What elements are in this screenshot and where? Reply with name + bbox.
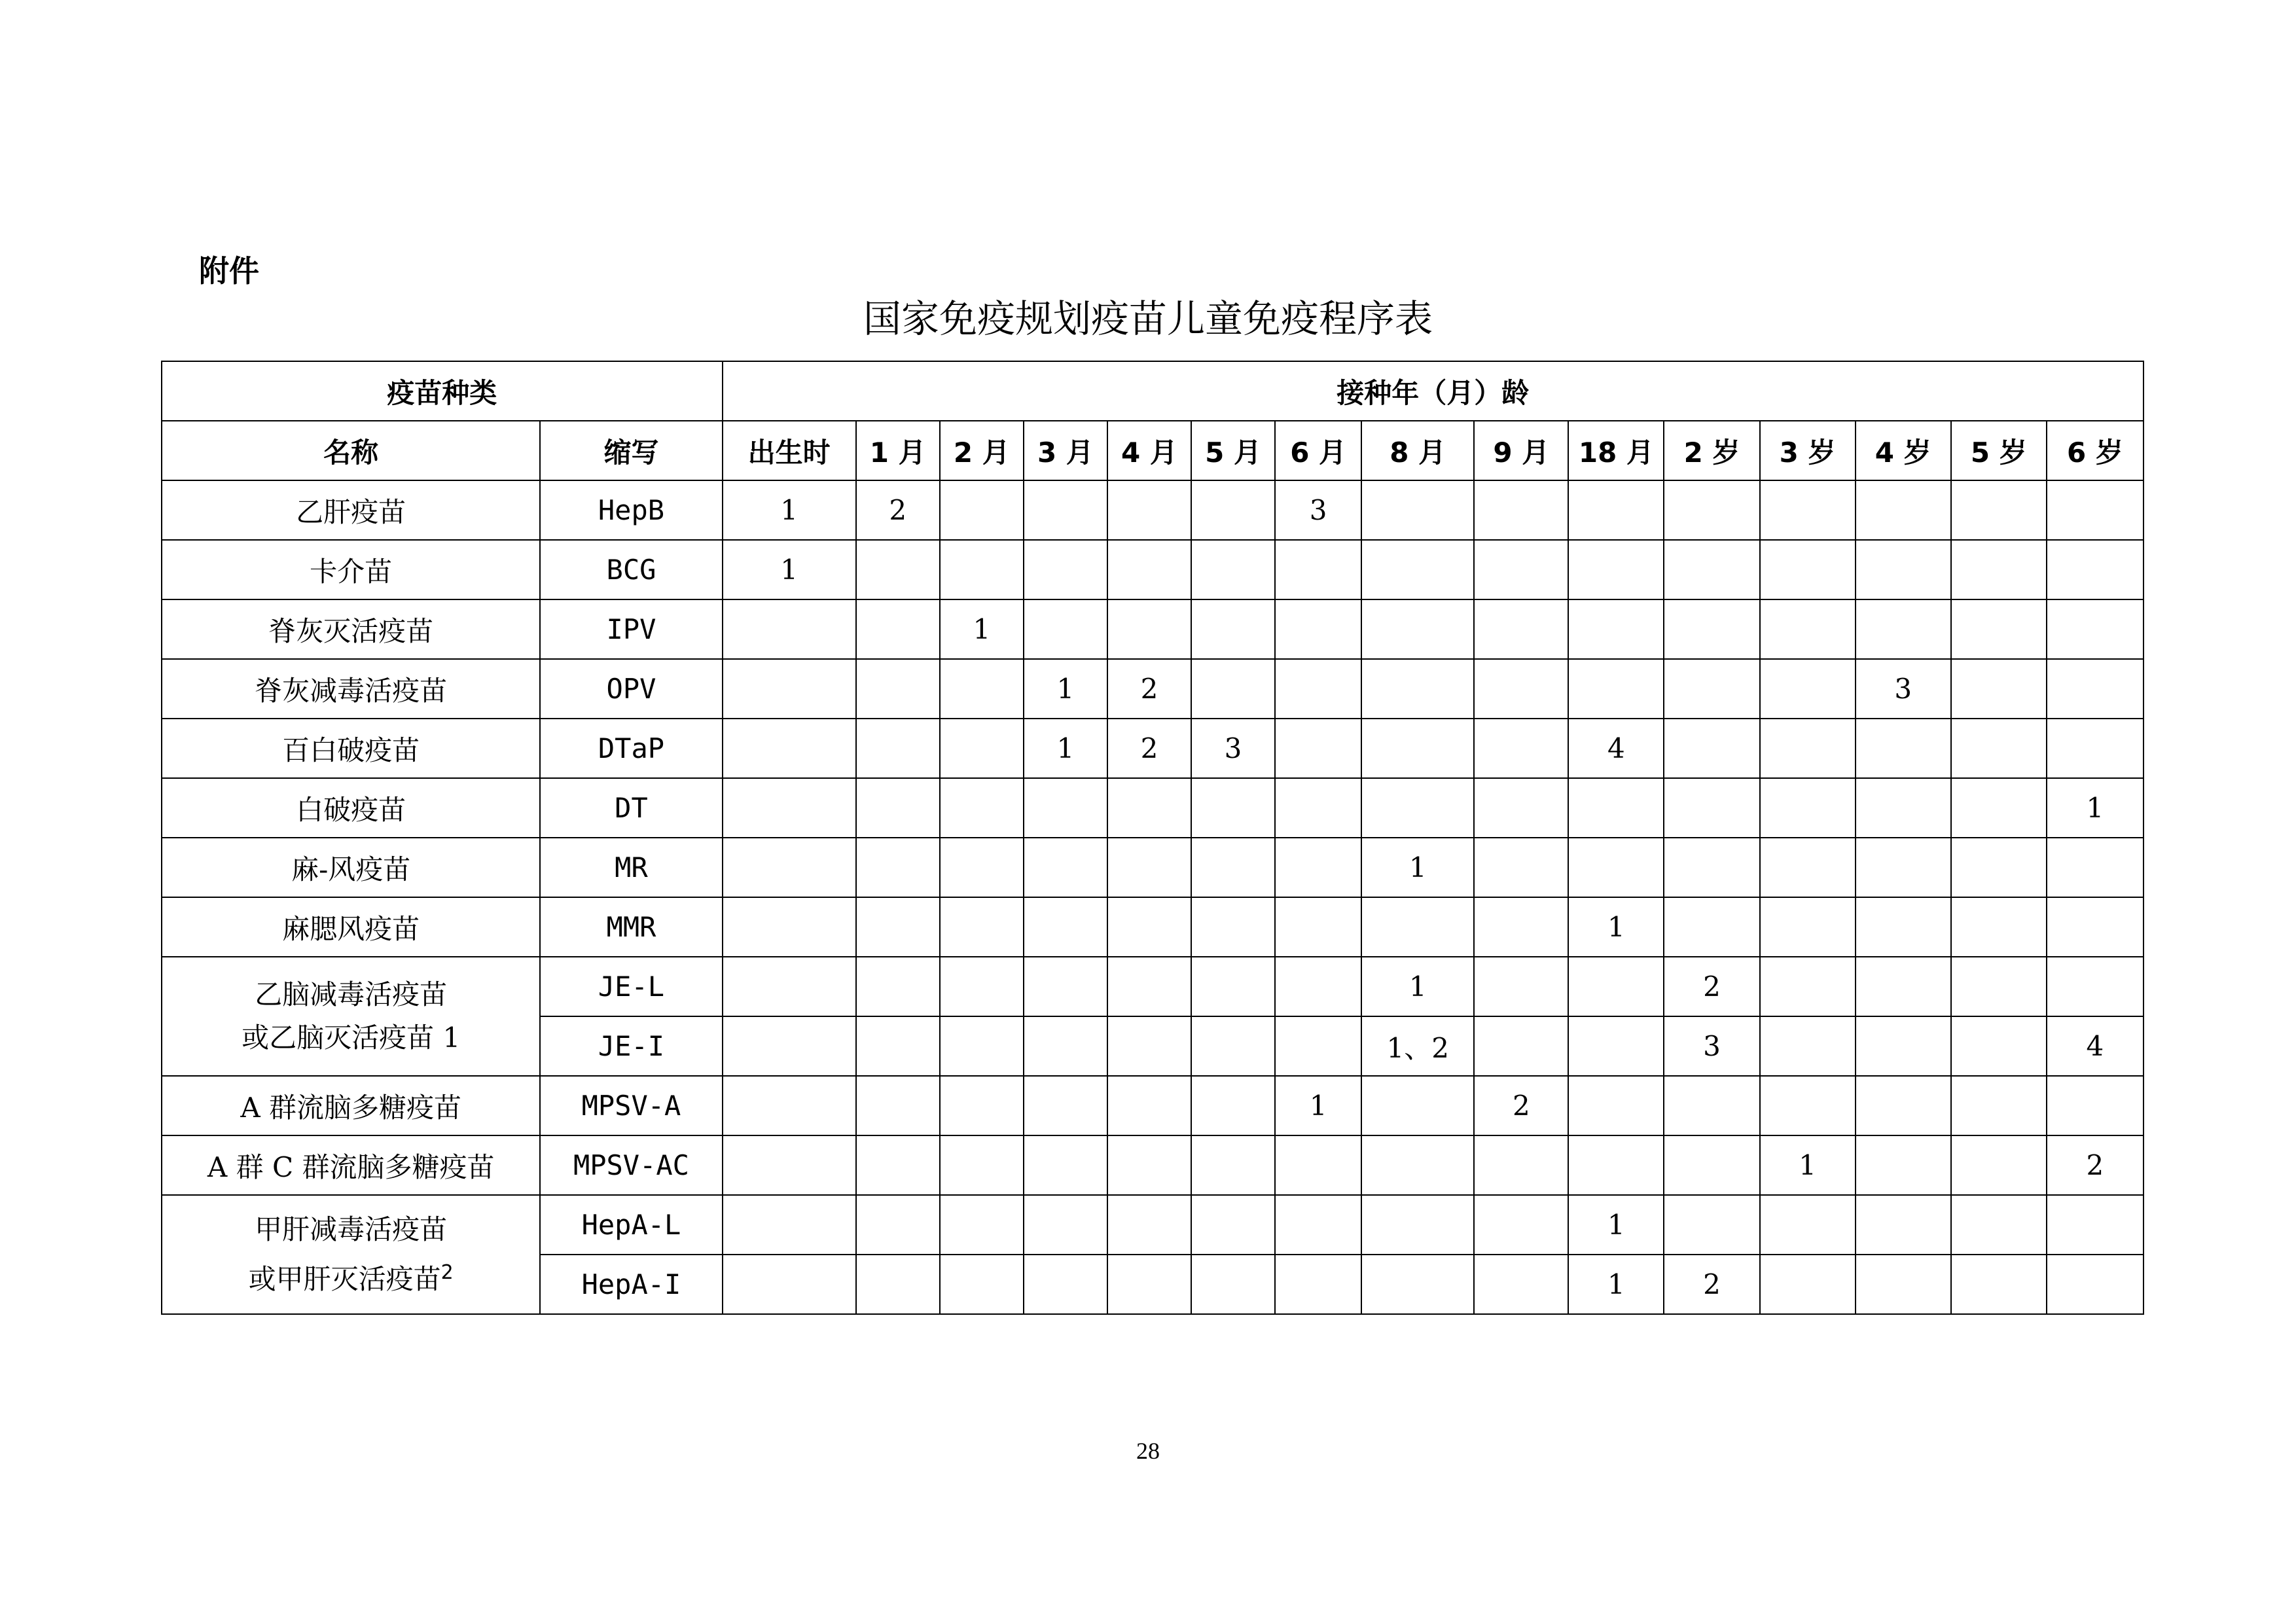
dose-cell: 2 (1107, 659, 1191, 719)
dose-cell (1024, 599, 1107, 659)
dose-cell (1951, 778, 2047, 838)
dose-cell: 3 (1191, 719, 1275, 778)
dose-cell (856, 897, 940, 957)
dose-cell (940, 540, 1024, 599)
dose-cell (1951, 838, 2047, 897)
dose-cell (1760, 778, 1856, 838)
dose-cell (2047, 659, 2144, 719)
dose-cell (1568, 1016, 1664, 1076)
dose-cell (1760, 540, 1856, 599)
dose-cell (940, 1016, 1024, 1076)
dose-cell (1951, 719, 2047, 778)
dose-cell (1856, 1016, 1951, 1076)
dose-cell (1856, 957, 1951, 1016)
dose-cell (1951, 1135, 2047, 1195)
dose-cell (1024, 838, 1107, 897)
dose-cell: 1 (1024, 719, 1107, 778)
dose-cell (1664, 719, 1759, 778)
dose-cell (1361, 778, 1474, 838)
header-age-col: 6 月 (1275, 421, 1361, 480)
dose-cell: 1 (1568, 1195, 1664, 1255)
vaccine-name: 麻腮风疫苗 (162, 897, 540, 957)
dose-cell (940, 1076, 1024, 1135)
header-row-1 (162, 361, 2144, 421)
table-row (162, 1195, 2144, 1255)
dose-cell (1760, 957, 1856, 1016)
dose-cell (856, 1016, 940, 1076)
dose-cell (856, 838, 940, 897)
dose-cell (1474, 778, 1568, 838)
dose-cell (1856, 1255, 1951, 1314)
table-row (162, 957, 2144, 1016)
dose-cell (856, 599, 940, 659)
dose-cell: 2 (2047, 1135, 2144, 1195)
table-row (162, 1135, 2144, 1195)
dose-cell (1107, 838, 1191, 897)
dose-cell (1107, 897, 1191, 957)
dose-cell (1951, 540, 2047, 599)
vaccine-abbr: MMR (540, 897, 722, 957)
dose-cell (1474, 599, 1568, 659)
dose-cell (1275, 659, 1361, 719)
dose-cell (1191, 599, 1275, 659)
dose-cell (1024, 1076, 1107, 1135)
dose-cell (1568, 599, 1664, 659)
dose-cell (1474, 540, 1568, 599)
dose-cell (1275, 1016, 1361, 1076)
dose-cell (940, 897, 1024, 957)
je-name-line2: 或乙脑灭活疫苗 1 (242, 1022, 461, 1054)
dose-cell (856, 1255, 940, 1314)
table-row (162, 1076, 2144, 1135)
dose-cell (1024, 480, 1107, 540)
dose-cell (1568, 1135, 1664, 1195)
header-age-col: 2 月 (940, 421, 1024, 480)
dose-cell (1760, 1195, 1856, 1255)
dose-cell (1474, 719, 1568, 778)
header-age-col: 9 月 (1474, 421, 1568, 480)
vaccine-name: 白破疫苗 (162, 778, 540, 838)
dose-cell (1191, 778, 1275, 838)
table-row (162, 480, 2144, 540)
dose-cell (1568, 540, 1664, 599)
annex-label: 附件 (199, 253, 259, 289)
dose-cell (1856, 1195, 1951, 1255)
dose-cell (1361, 1255, 1474, 1314)
dose-cell (1760, 838, 1856, 897)
dose-cell (1024, 1016, 1107, 1076)
dose-cell (723, 1135, 856, 1195)
dose-cell (1760, 599, 1856, 659)
dose-cell: 1 (1024, 659, 1107, 719)
dose-cell (1275, 1255, 1361, 1314)
dose-cell (723, 957, 856, 1016)
dose-cell: 2 (856, 480, 940, 540)
dose-cell (1664, 540, 1759, 599)
header-age-col: 4 岁 (1856, 421, 1951, 480)
dose-cell (723, 897, 856, 957)
header-age-col: 4 月 (1107, 421, 1191, 480)
dose-cell (856, 957, 940, 1016)
dose-cell (1107, 778, 1191, 838)
vaccine-abbr: HepB (540, 480, 722, 540)
dose-cell (723, 1076, 856, 1135)
dose-cell (1474, 897, 1568, 957)
vaccine-name: 脊灰灭活疫苗 (162, 599, 540, 659)
dose-cell (1568, 1076, 1664, 1135)
dose-cell (1664, 480, 1759, 540)
dose-cell (2047, 957, 2144, 1016)
vaccine-abbr: OPV (540, 659, 722, 719)
dose-cell (1275, 957, 1361, 1016)
dose-cell (2047, 897, 2144, 957)
dose-cell (1856, 838, 1951, 897)
dose-cell (1107, 599, 1191, 659)
dose-cell (1664, 1076, 1759, 1135)
dose-cell (940, 838, 1024, 897)
dose-cell (1664, 838, 1759, 897)
dose-cell (1951, 897, 2047, 957)
vaccine-abbr: MPSV-AC (540, 1135, 722, 1195)
dose-cell (1361, 1076, 1474, 1135)
dose-cell: 3 (1664, 1016, 1759, 1076)
vaccine-abbr: JE-L (540, 957, 722, 1016)
dose-cell: 1 (1361, 957, 1474, 1016)
dose-cell (1951, 480, 2047, 540)
dose-cell (1474, 838, 1568, 897)
dose-cell (1856, 1135, 1951, 1195)
dose-cell (1474, 957, 1568, 1016)
footnote-marker: 2 (440, 1261, 454, 1284)
dose-cell (1760, 659, 1856, 719)
dose-cell (1474, 1195, 1568, 1255)
dose-cell: 1 (723, 540, 856, 599)
dose-cell (1664, 1195, 1759, 1255)
dose-cell (1664, 599, 1759, 659)
dose-cell (1275, 897, 1361, 957)
dose-cell (1024, 897, 1107, 957)
dose-cell (1951, 957, 2047, 1016)
dose-cell (1275, 719, 1361, 778)
dose-cell (1760, 480, 1856, 540)
dose-cell (1361, 897, 1474, 957)
dose-cell (1275, 599, 1361, 659)
vaccine-abbr: JE-I (540, 1016, 722, 1076)
hepa-name-line2 (162, 1251, 539, 1301)
dose-cell (1856, 540, 1951, 599)
dose-cell (1191, 1195, 1275, 1255)
dose-cell (723, 1195, 856, 1255)
table-row (162, 540, 2144, 599)
dose-cell: 2 (1107, 719, 1191, 778)
dose-cell (1024, 1135, 1107, 1195)
dose-cell (723, 1016, 856, 1076)
dose-cell (1024, 1195, 1107, 1255)
dose-cell: 1 (1275, 1076, 1361, 1135)
vaccine-abbr: HepA-I (540, 1255, 722, 1314)
dose-cell (1664, 659, 1759, 719)
dose-cell (2047, 1195, 2144, 1255)
page-title: 国家免疫规划疫苗儿童免疫程序表 (863, 296, 1433, 341)
dose-cell: 1、2 (1361, 1016, 1474, 1076)
dose-cell (1275, 1195, 1361, 1255)
vaccine-name-je (162, 957, 540, 1076)
header-age-col: 3 岁 (1760, 421, 1856, 480)
dose-cell (1107, 480, 1191, 540)
table-row (162, 599, 2144, 659)
dose-cell (940, 1195, 1024, 1255)
dose-cell (1361, 540, 1474, 599)
dose-cell: 2 (1664, 957, 1759, 1016)
dose-cell (1951, 1195, 2047, 1255)
vaccine-name: A 群 C 群流脑多糖疫苗 (162, 1135, 540, 1195)
dose-cell (1474, 1135, 1568, 1195)
vaccine-name: 卡介苗 (162, 540, 540, 599)
vaccine-abbr: MR (540, 838, 722, 897)
dose-cell: 1 (1361, 838, 1474, 897)
dose-cell (1191, 1076, 1275, 1135)
dose-cell (2047, 1076, 2144, 1135)
table-row (162, 897, 2144, 957)
dose-cell: 2 (1474, 1076, 1568, 1135)
dose-cell (723, 719, 856, 778)
dose-cell (1951, 1255, 2047, 1314)
dose-cell (723, 778, 856, 838)
vaccine-name-hepa (162, 1195, 540, 1314)
dose-cell (1024, 778, 1107, 838)
dose-cell (856, 719, 940, 778)
dose-cell (1024, 1255, 1107, 1314)
header-age-col: 出生时 (723, 421, 856, 480)
header-age-col: 18 月 (1568, 421, 1664, 480)
dose-cell (2047, 719, 2144, 778)
dose-cell (856, 778, 940, 838)
header-age-col: 1 月 (856, 421, 940, 480)
dose-cell (1856, 897, 1951, 957)
header-abbr: 缩写 (540, 421, 722, 480)
dose-cell (856, 1076, 940, 1135)
dose-cell (1474, 1016, 1568, 1076)
dose-cell (1568, 957, 1664, 1016)
dose-cell (1856, 1076, 1951, 1135)
dose-cell (1568, 659, 1664, 719)
dose-cell: 1 (2047, 778, 2144, 838)
dose-cell (1275, 1135, 1361, 1195)
dose-cell: 1 (940, 599, 1024, 659)
dose-cell (1191, 897, 1275, 957)
table-row (162, 778, 2144, 838)
dose-cell (1361, 659, 1474, 719)
dose-cell (1361, 719, 1474, 778)
dose-cell (1474, 1255, 1568, 1314)
table-row (162, 719, 2144, 778)
dose-cell (1474, 480, 1568, 540)
dose-cell (1361, 1195, 1474, 1255)
dose-cell (1361, 480, 1474, 540)
hepa-name-line2-text: 或甲肝灭活疫苗 (248, 1263, 441, 1295)
dose-cell (1107, 1255, 1191, 1314)
table-row (162, 659, 2144, 719)
dose-cell (1760, 1255, 1856, 1314)
dose-cell (1568, 480, 1664, 540)
dose-cell (1856, 480, 1951, 540)
dose-cell (1664, 778, 1759, 838)
dose-cell (1760, 719, 1856, 778)
vaccine-abbr: MPSV-A (540, 1076, 722, 1135)
dose-cell (856, 540, 940, 599)
dose-cell (1191, 540, 1275, 599)
header-age-col: 5 月 (1191, 421, 1275, 480)
dose-cell (940, 480, 1024, 540)
dose-cell (2047, 599, 2144, 659)
dose-cell (2047, 838, 2144, 897)
dose-cell (1361, 1135, 1474, 1195)
table-row (162, 838, 2144, 897)
dose-cell (940, 719, 1024, 778)
dose-cell (1191, 1255, 1275, 1314)
dose-cell (940, 659, 1024, 719)
vaccine-name: 脊灰减毒活疫苗 (162, 659, 540, 719)
dose-cell (723, 599, 856, 659)
vaccine-name: 乙肝疫苗 (162, 480, 540, 540)
dose-cell (1275, 838, 1361, 897)
dose-cell (723, 1255, 856, 1314)
dose-cell (1568, 838, 1664, 897)
dose-cell (856, 1195, 940, 1255)
vaccine-abbr: IPV (540, 599, 722, 659)
dose-cell (1760, 897, 1856, 957)
vaccine-abbr: HepA-L (540, 1195, 722, 1255)
dose-cell (1568, 778, 1664, 838)
dose-cell: 2 (1664, 1255, 1759, 1314)
header-age-col: 5 岁 (1951, 421, 2047, 480)
header-age-col: 3 月 (1024, 421, 1107, 480)
dose-cell (2047, 480, 2144, 540)
dose-cell (1107, 957, 1191, 1016)
vaccine-abbr: DTaP (540, 719, 722, 778)
dose-cell (940, 1255, 1024, 1314)
dose-cell (1107, 540, 1191, 599)
dose-cell (1474, 659, 1568, 719)
vaccine-abbr: BCG (540, 540, 722, 599)
dose-cell (1760, 1016, 1856, 1076)
dose-cell (1191, 838, 1275, 897)
header-age-col: 2 岁 (1664, 421, 1759, 480)
header-age: 接种年（月）龄 (723, 361, 2144, 421)
dose-cell (723, 659, 856, 719)
dose-cell (1024, 957, 1107, 1016)
dose-cell (1107, 1016, 1191, 1076)
dose-cell (1024, 540, 1107, 599)
dose-cell: 3 (1275, 480, 1361, 540)
header-age-col: 8 月 (1361, 421, 1474, 480)
dose-cell (1951, 599, 2047, 659)
dose-cell (1856, 599, 1951, 659)
dose-cell: 4 (1568, 719, 1664, 778)
dose-cell: 1 (1760, 1135, 1856, 1195)
dose-cell (2047, 1255, 2144, 1314)
dose-cell (1191, 659, 1275, 719)
dose-cell (1856, 719, 1951, 778)
dose-cell (940, 957, 1024, 1016)
dose-cell (1760, 1076, 1856, 1135)
dose-cell (1275, 540, 1361, 599)
dose-cell (1951, 1076, 2047, 1135)
header-vaccine-type: 疫苗种类 (162, 361, 723, 421)
header-row-2 (162, 421, 2144, 480)
dose-cell (940, 778, 1024, 838)
hepa-name-line1: 甲肝减毒活疫苗 (255, 1213, 448, 1245)
dose-cell (1191, 957, 1275, 1016)
dose-cell: 1 (1568, 897, 1664, 957)
dose-cell (1951, 659, 2047, 719)
dose-cell (1856, 778, 1951, 838)
dose-cell: 3 (1856, 659, 1951, 719)
immunization-schedule-table (161, 361, 2144, 1315)
dose-cell: 1 (1568, 1255, 1664, 1314)
vaccine-abbr: DT (540, 778, 722, 838)
dose-cell: 4 (2047, 1016, 2144, 1076)
dose-cell (2047, 540, 2144, 599)
dose-cell (1107, 1076, 1191, 1135)
page-number: 28 (1136, 1438, 1160, 1464)
dose-cell (940, 1135, 1024, 1195)
dose-cell: 1 (723, 480, 856, 540)
dose-cell (1191, 1016, 1275, 1076)
dose-cell (1664, 897, 1759, 957)
dose-cell (1275, 778, 1361, 838)
dose-cell (1191, 1135, 1275, 1195)
vaccine-name: A 群流脑多糖疫苗 (162, 1076, 540, 1135)
dose-cell (856, 1135, 940, 1195)
je-name-line1: 乙脑减毒活疫苗 (255, 978, 448, 1010)
dose-cell (1664, 1135, 1759, 1195)
header-name: 名称 (162, 421, 540, 480)
dose-cell (1951, 1016, 2047, 1076)
dose-cell (1107, 1135, 1191, 1195)
dose-cell (723, 838, 856, 897)
dose-cell (1361, 599, 1474, 659)
dose-cell (1107, 1195, 1191, 1255)
vaccine-name: 麻-风疫苗 (162, 838, 540, 897)
dose-cell (856, 659, 940, 719)
dose-cell (1191, 480, 1275, 540)
header-age-col: 6 岁 (2047, 421, 2144, 480)
vaccine-name: 百白破疫苗 (162, 719, 540, 778)
